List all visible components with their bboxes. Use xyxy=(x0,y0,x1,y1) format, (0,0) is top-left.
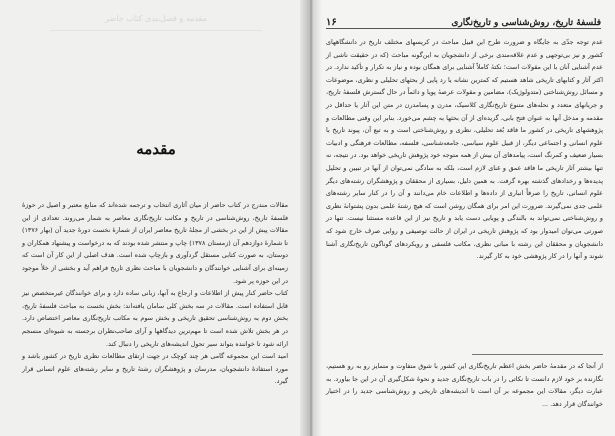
left-body-text xyxy=(22,199,288,388)
section-title: مقدمه xyxy=(136,140,176,158)
left-paragraph-3: امید است این مجموعه گامی هر چند کوچک در جهت ارتقای مطالعات نظری تاریخ در کشور باشد و مورد استفادهٔ دانشجویان، مدرسان و پژوهشگران رشتهٔ تاریخ و سایر رشته‌های علوم انسانی قرار گیرد. xyxy=(22,352,288,386)
left-paragraph-2: کتاب حاضر کنار پیش از اطلاعات و ارجاع به آنها، زبانی ساده دارد و برای خوانندگان غیرمتخصص نیز قابل استفاده است. مقالات در سه بخش کلی سامان یافته‌اند: بخش نخست به مباحث فلسفهٔ تاریخ، بخش دوم به روش‌شناسی تحقیق تاریخی و بخش سوم به مکاتب تاریخ‌نگاری معاصر اختصاص دارد. در هر بخش تلاش شده است تا مهم‌ترین دیدگاهها و آرای صاحب‌نظران برجسته به شیوه‌ای منسجم ارائه شود تا خواننده بتواند سیر تحول اندیشه‌های تاریخی را دنبال کند. xyxy=(22,289,288,348)
right-paragraph-1: عدم توجه جدّی به جایگاه و ضرورت طرح این قبیل مباحث در کریسهای مختلف تاریخ در دانشگاههای کشور و نیز بی‌توجهی و عدم علاقه‌مندی برخی از دانشجویان به این‌گونه مباحث (که در حقیقت ناشی از عدم آشنایی آنان با این مقولات است؛ نکتهٔ کاملاً آشنایی برای همگان بوده و نیاز به تکرار و تأکید ندارد. در اکثر آثار و کتابهای تاریخی شاهد هستیم که کمترین نشانه یا رد پایی از بحثهای تحلیلی و نظری، موضوعات و مسائل روش‌شناختی (متدولوژیک)، مضامین و مقولات عرصهٔ پویا و دائماً در حال گسترش فلسفهٔ تاریخ، و جریانهای متعدد و نحله‌های متنوع تاریخ‌نگاری کلاسیک، مدرن و پسامدرن در متن این آثار یا حداقل در مقدمه و مدخل آنها به عنوان فتح بابی، گزیده‌ای از آن بحثها به چشم می‌خورد. بنابر این وقتی مطالعات و پژوهشهای تاریخی در کشور ما فاقد بُعد تحلیلی، نظری و روش‌شناختی است و به تبع آن، پیوند تاریخ با علوم انسانی و اجتماعی دیگر، از قبیل علوم سیاسی، جامعه‌شناسی، فلسفه، مطالعات فرهنگی و ادبیات بسیار ضعیف و کمرنگ است، پیامدهای آن بیش از همه متوجه خود پژوهش تاریخی خواهد بود. در نتیجه، نه تنها بیشتر آثار تاریخی ما فاقد عمق و غنای لازم است، بلکه به سادگی نمی‌توان از آنها در تبیین و تحلیل پدیده‌ها و رخدادهای گذشته بهره گرفت. به همین دلیل، بسیاری از محققان و پژوهشگران رشته‌های دیگر علوم انسانی، تاریخ را صرفاً انباری از داده‌ها و اطلاعات خام می‌دانند و آن را در کنار سایر رشته‌های علمی جدی نمی‌گیرند. ضرورت این امر برای همگان روشن است که هیچ رشتهٔ علمی بدون پشتوانهٔ نظری و روش‌شناختی نمی‌تواند به بالندگی و پویایی دست یابد و تاریخ نیز از این قاعده مستثنا نیست. تنها در صورتی می‌توان امیدوار بود که پژوهش تاریخی در ایران از حالت توصیفی و روایی صرف خارج شود که دانشجویان و محققان این رشته با مبانی نظری، مکاتب فلسفی و رویکردهای گوناگون تاریخ‌نگاری آشنا شوند و آنها را در کار پژوهشی خود به کار گیرند. xyxy=(326,38,603,261)
faded-header-rule xyxy=(50,30,262,31)
footnote-text: از آنجا که در مقدمهٔ حاضر بخش اعظم تاریخ‌نگاری این کشور با شوق متفاوت و متمایز رو به رو هستیم، نگارنده بر خود لازم دانست تا نکاتی را در باب تاریخ‌نگاری جدید و نحوهٔ شکل‌گیری آن در این جا بیاورد. به عبارت دیگر، مقالات این مجموعه بر آن است تا اندیشه‌های تاریخی و روش‌شناسی جدید را در اختیار خوانندگان قرار دهد. ... xyxy=(326,362,603,408)
running-header xyxy=(326,12,601,29)
page-number: ۱۶ xyxy=(326,17,337,28)
right-body-text xyxy=(326,36,603,263)
footnote-rule xyxy=(472,354,603,355)
book-gutter-shadow xyxy=(300,0,322,436)
left-paragraph-1: مقالات مندرج در کتاب حاضر از میان آثاری انتخاب و ترجمه شده‌اند که منابع معتبر و اصیل در حوزهٔ فلسفهٔ تاریخ، روش‌شناسی در تاریخ و مکاتب تاریخ‌نگاری معاصر به شمار می‌روند. تعدادی از این مقالات پیش از این در بخشی از مجلهٔ تاریخ معاصر ایران از شمارهٔ نخست دورهٔ جدید آن (بهار ۱۳۷۶) تا شمارهٔ دوازدهم آن (زمستان ۱۳۷۸) چاپ و منتشر شده بودند که به درخواست و پیشنهاد همکاران و دوستان، به صورت کتابی مستقل گردآوری و بازچاپ شده است. هدف اصلی از این کار آن است که زمینه‌ای برای آشنایی خوانندگان و دانشجویان با مباحث نظری تاریخ فراهم آید و بخشی از خلأ موجود در این حوزه پر شود. xyxy=(22,201,288,285)
running-title: فلسفهٔ تاریخ، روش‌شناسی و تاریخ‌نگاری xyxy=(451,18,601,28)
right-page xyxy=(312,0,615,436)
faded-header-text: مقدمه و فصل‌بندی کتاب حاضر xyxy=(105,14,207,23)
